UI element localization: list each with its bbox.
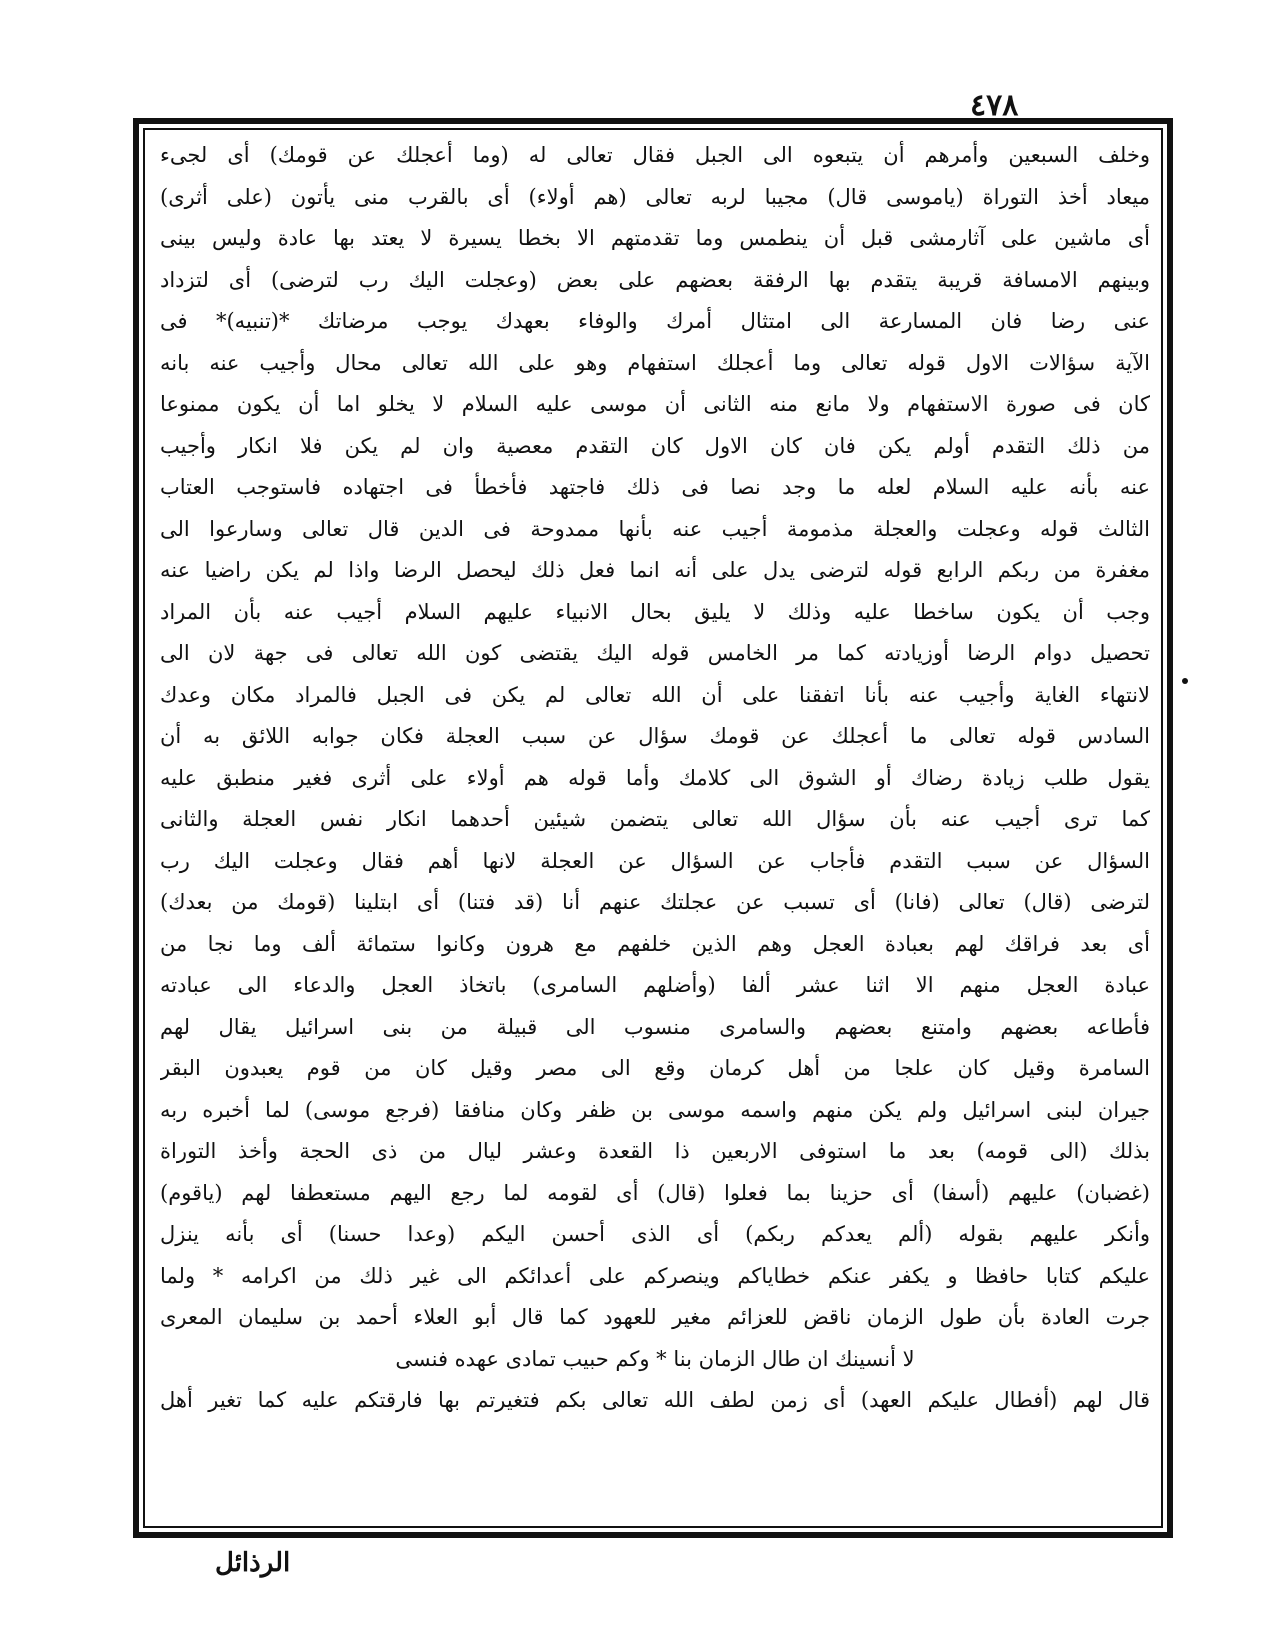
text-line: عليكم كتابا حافظا و يكفر عنكم خطاياكم وينصركم على أعدائكم الى غير ذلك من اكرامه * ولما [160, 1263, 1150, 1288]
text-line: فأطاعه بعضهم وامتنع بعضهم والسامرى منسوب الى قبيلة من بنى اسرائيل يقال لهم [160, 1014, 1150, 1039]
text-line: كما ترى أجيب عنه بأن سؤال الله تعالى يتضمن شيئين أحدهما انكار نفس العجلة والثانى [160, 807, 1150, 831]
text-line: قال لهم (أفطال عليكم العهد) أى زمن لطف الله تعالى بكم فتغيرتم بها فارقتكم عليه كما تغير أهل [160, 1388, 1150, 1412]
page-number: ٤٧٨ [970, 88, 1019, 123]
text-line: كان فى صورة الاستفهام ولا مانع منه الثانى أن موسى عليه السلام لا يخلو اما أن يكون ممنوعا [160, 392, 1150, 416]
text-line: الثالث قوله وعجلت والعجلة مذمومة أجيب عنه بأنها ممدوحة فى الدين قال تعالى وسارعوا الى [160, 516, 1150, 541]
text-line: عنى رضا فان المسارعة الى امتثال أمرك والوفاء بعهدك يوجب مرضاتك *(تنبيه)* فى [160, 309, 1150, 333]
text-line: بذلك (الى قومه) بعد ما استوفى الاربعين ذا القعدة وعشر ليال من ذى الحجة وأخذ التوراة [160, 1139, 1150, 1163]
margin-mark [1182, 678, 1188, 684]
text-line: وجب أن يكون ساخطا عليه وذلك لا يليق بحال الانبياء عليهم السلام أجيب عنه بأن المراد [160, 599, 1150, 624]
text-line: يقول طلب زيادة رضاك أو الشوق الى كلامك وأما قوله هم أولاء على أثرى فغير منطبق عليه [160, 765, 1150, 790]
text-line: وبينهم الامسافة قريبة يتقدم بها الرفقة بعضهم على بعض (وعجلت اليك رب لترضى) أى لتزداد [160, 267, 1150, 292]
text-line: ميعاد أخذ التوراة (ياموسى قال) مجيبا لربه تعالى (هم أولاء) أى بالقرب منى يأتون (على أثرى) [160, 184, 1150, 209]
text-line: وخلف السبعين وأمرهم أن يتبعوه الى الجبل فقال تعالى له (وما أعجلك عن قومك) أى لجىء [160, 143, 1150, 167]
text-line: عنه بأنه عليه السلام لعله ما وجد نصا فى ذلك فاجتهد فأخطأ فى اجتهاده فاستوجب العتاب [160, 475, 1150, 499]
text-line: لانتهاء الغاية وأجيب عنه بأنا اتفقنا على أن الله تعالى لم يكن فى الجبل فالمراد مكان وعدك [160, 682, 1150, 707]
text-line: أى ماشين على آثارمشى قبل أن ينطمس وما تقدمتهم الا بخطا يسيرة لا يعتد بها عادة وليس بينى [160, 226, 1150, 250]
text-line: تحصيل دوام الرضا أوزيادته كما مر الخامس قوله اليك يقتضى كون الله تعالى فى جهة لان الى [160, 641, 1150, 665]
text-line: عبادة العجل منهم الا اثنا عشر ألفا (وأضلهم السامرى) باتخاذ العجل والدعاء الى عبادته [160, 973, 1150, 997]
text-line: مغفرة من ربكم الرابع قوله لترضى يدل على أنه انما فعل ذلك ليحصل الرضا واذا لم يكن راضيا عنه [160, 558, 1150, 582]
main-text [160, 135, 1150, 1520]
text-line: لترضى (قال) تعالى (فانا) أى تسبب عن عجلتك عنهم أنا (قد فتنا) أى ابتلينا (قومك من بعدك) [160, 890, 1150, 914]
text-line: (غضبان) عليهم (أسفا) أى حزينا بما فعلوا (قال) أى لقومه لما رجع اليهم مستعطفا لهم (ياقوم) [160, 1180, 1150, 1205]
text-line: السادس قوله تعالى ما أعجلك عن قومك سؤال عن سبب العجلة فكان جوابه اللائق به أن [160, 724, 1150, 748]
text-line: السؤال عن سبب التقدم فأجاب عن السؤال عن العجلة لانها أهم فقال وعجلت اليك رب [160, 848, 1150, 873]
text-line: الآية سؤالات الاول قوله تعالى وما أعجلك استفهام وهو على الله تعالى محال وأجيب عنه بانه [160, 350, 1150, 375]
catchword: الرذائل [215, 1548, 291, 1578]
poetry-verse: لا أنسينك ان طال الزمان بنا * وكم حبيب تمادى عهده فنسى [395, 1346, 915, 1371]
text-line: أى بعد فراقك لهم بعبادة العجل وهم الذين خلفهم مع هرون وكانوا ستمائة ألف وما نجا من [160, 931, 1150, 956]
text-line: جيران لبنى اسرائيل ولم يكن منهم واسمه موسى بن ظفر وكان منافقا (فرجع موسى) لما أخبره ربه [160, 1097, 1150, 1122]
text-line: جرت العادة بأن طول الزمان ناقض للعزائم مغير للعهود كما قال أبو العلاء أحمد بن سليمان المعرى [160, 1305, 1150, 1329]
text-line: من ذلك التقدم أولم يكن فان كان الاول كان التقدم معصية وان لم يكن فلا انكار وأجيب [160, 433, 1150, 458]
text-line: السامرة وقيل كان علجا من أهل كرمان وقع الى مصر وقيل كان من قوم يعبدون البقر [160, 1056, 1150, 1080]
text-line: وأنكر عليهم بقوله (ألم يعدكم ربكم) أى الذى أحسن اليكم (وعدا حسنا) أى بأنه ينزل [160, 1222, 1150, 1246]
